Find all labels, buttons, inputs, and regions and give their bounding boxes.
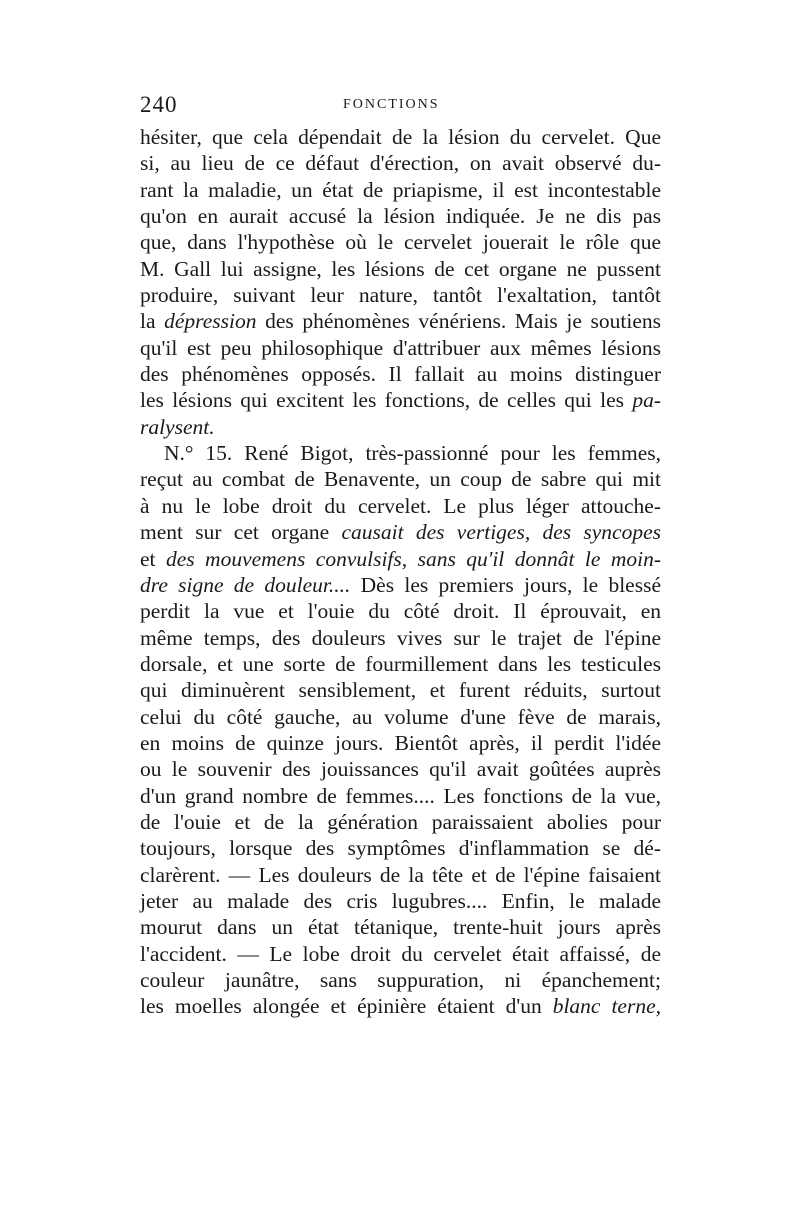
text-line-7: produire, suivant leur nature, tantôt l'exaltation, tantôt bbox=[140, 283, 661, 308]
text-line-29: clarèrent. — Les douleurs de la tête et de l'épine faisaient bbox=[140, 862, 661, 887]
text-line-23: celui du côté gauche, au volume d'une fève de marais, bbox=[140, 704, 661, 729]
text-line-18: dre signe de douleur.... Dès les premiers jours, le blessé bbox=[140, 572, 661, 597]
text-line-31: mourut dans un état tétanique, trente-huit jours après bbox=[140, 915, 661, 940]
text-line-11: les lésions qui excitent les fonctions, de celles qui les pa- bbox=[140, 388, 661, 413]
text-line-5: que, dans l'hypothèse où le cervelet jouerait le rôle que bbox=[140, 230, 661, 255]
text-line-24: en moins de quinze jours. Bientôt après, il perdit l'idée bbox=[140, 730, 661, 755]
text-line-28: toujours, lorsque des symptômes d'inflammation se dé- bbox=[140, 836, 661, 861]
text-line-10: des phénomènes opposés. Il fallait au moins distinguer bbox=[140, 362, 661, 387]
text-line-26: d'un grand nombre de femmes.... Les fonctions de la vue, bbox=[140, 783, 661, 808]
text-line-4: qu'on en aurait accusé la lésion indiquée. Je ne dis pas bbox=[140, 204, 661, 229]
text-line-6: M. Gall lui assigne, les lésions de cet organe ne pussent bbox=[140, 256, 661, 281]
body-text bbox=[140, 124, 661, 1020]
text-line-13: N.° 15. René Bigot, très-passionné pour les femmes, bbox=[164, 441, 661, 466]
text-line-12: ralysent. bbox=[140, 414, 215, 439]
page-number: 240 bbox=[140, 92, 178, 117]
text-line-30: jeter au malade des cris lugubres.... Enfin, le malade bbox=[140, 888, 661, 913]
text-line-25: ou le souvenir des jouissances qu'il avait goûtées auprès bbox=[140, 757, 661, 782]
text-line-33: couleur jaunâtre, sans suppuration, ni épanchement; bbox=[140, 968, 661, 992]
text-line-19: perdit la vue et l'ouie du côté droit. Il éprouvait, en bbox=[140, 599, 661, 624]
text-line-1: hésiter, que cela dépendait de la lésion du cervelet. Que bbox=[140, 125, 661, 149]
text-line-17: et des mouvemens convulsifs, sans qu'il donnât le moin- bbox=[140, 546, 661, 571]
text-line-22: qui diminuèrent sensiblement, et furent réduits, surtout bbox=[140, 678, 661, 703]
text-line-9: qu'il est peu philosophique d'attribuer aux mêmes lésions bbox=[140, 335, 661, 360]
text-line-3: rant la maladie, un état de priapisme, il est incontestable bbox=[140, 177, 661, 202]
text-line-2: si, au lieu de ce défaut d'érection, on avait observé du- bbox=[140, 151, 661, 176]
text-line-34: les moelles alongée et épinière étaient d'un blanc terne, bbox=[140, 994, 661, 1019]
text-line-32: l'accident. — Le lobe droit du cervelet était affaissé, de bbox=[140, 941, 661, 966]
text-line-21: dorsale, et une sorte de fourmillement dans les testicules bbox=[140, 651, 661, 676]
text-line-15: à nu le lobe droit du cervelet. Le plus léger attouche- bbox=[140, 493, 661, 518]
text-line-27: de l'ouie et de la génération paraissaient abolies pour bbox=[140, 809, 661, 834]
text-line-14: reçut au combat de Benavente, un coup de sabre qui mit bbox=[140, 467, 661, 492]
text-line-20: même temps, des douleurs vives sur le trajet de l'épine bbox=[140, 625, 661, 650]
text-line-8: la dépression des phénomènes vénériens. Mais je soutiens bbox=[140, 309, 661, 334]
running-head bbox=[140, 92, 660, 118]
text-line-16: ment sur cet organe causait des vertiges, des syncopes bbox=[140, 520, 661, 545]
running-title: FONCTIONS bbox=[343, 97, 440, 112]
